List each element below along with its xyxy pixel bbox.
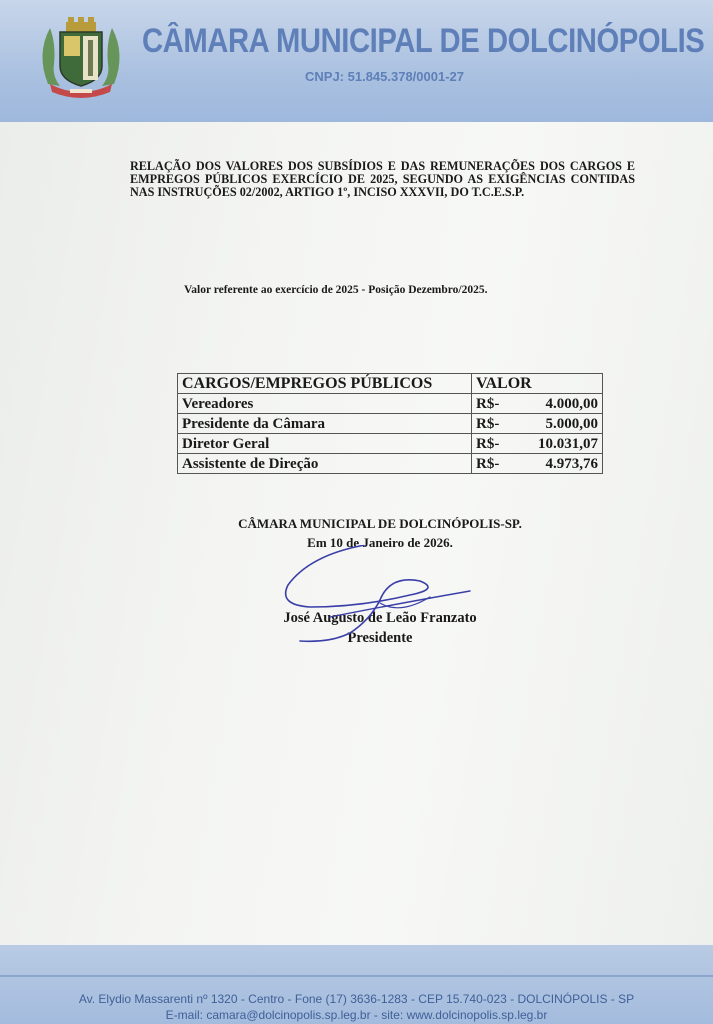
cargo-cell: Diretor Geral: [178, 434, 472, 454]
salary-table: [177, 373, 603, 474]
value-cell: 10.031,07: [538, 435, 598, 452]
cargo-cell: Vereadores: [178, 394, 472, 414]
table-header-row: [178, 374, 603, 394]
column-header-valor: VALOR: [472, 374, 603, 394]
currency-label: R$-: [476, 455, 500, 472]
reference-period: Valor referente ao exercício de 2025 - Posição Dezembro/2025.: [184, 284, 488, 296]
currency-label: R$-: [476, 415, 500, 432]
table-row: [178, 454, 603, 474]
cargo-cell: Presidente da Câmara: [178, 414, 472, 434]
footer-divider: [0, 975, 713, 977]
table-row: [178, 414, 603, 434]
letterhead-band: [0, 0, 713, 128]
column-header-cargo: CARGOS/EMPREGOS PÚBLICOS: [178, 374, 472, 394]
currency-label: R$-: [476, 395, 500, 412]
value-cell: 4.000,00: [545, 395, 598, 412]
institution-name: CÂMARA MUNICIPAL DE DOLCINÓPOLIS-SP.: [238, 516, 522, 531]
table-row: [178, 394, 603, 414]
document-date: Em 10 de Janeiro de 2026.: [307, 535, 453, 550]
signer-name: José Augusto de Leão Franzato: [283, 610, 477, 626]
cargo-cell: Assistente de Direção: [178, 454, 472, 474]
organization-title: CÂMARA MUNICIPAL DE DOLCINÓPOLIS: [142, 22, 705, 60]
value-cell: 5.000,00: [545, 415, 598, 432]
currency-label: R$-: [476, 435, 500, 452]
document-heading: RELAÇÃO DOS VALORES DOS SUBSÍDIOS E DAS REMUNERAÇÕES DOS CARGOS E EMPREGOS PÚBLICOS EXERCÍCIO DE 2025, SEGUNDO AS EXIGÊNCIAS CONTIDAS NAS INSTRUÇÕES 02/2002, ARTIGO 1º, INCISO XXXVII, DO T.C.E.S.P.: [130, 159, 635, 199]
cnpj-number: CNPJ: 51.845.378/0001-27: [305, 69, 465, 84]
handwritten-signature: [270, 545, 480, 645]
footer-contact: E-mail: camara@dolcinopolis.sp.leg.br - site: www.dolcinopolis.sp.leg.br: [165, 1008, 548, 1022]
table-row: [178, 434, 603, 454]
signer-role: Presidente: [347, 630, 413, 646]
footer-address: Av. Elydio Massarenti nº 1320 - Centro - Fone (17) 3636-1283 - CEP 15.740-023 - DOLCINÓPOLIS - SP: [78, 992, 635, 1006]
value-cell: 4.973,76: [545, 455, 598, 472]
coat-of-arms-icon: [36, 14, 126, 98]
